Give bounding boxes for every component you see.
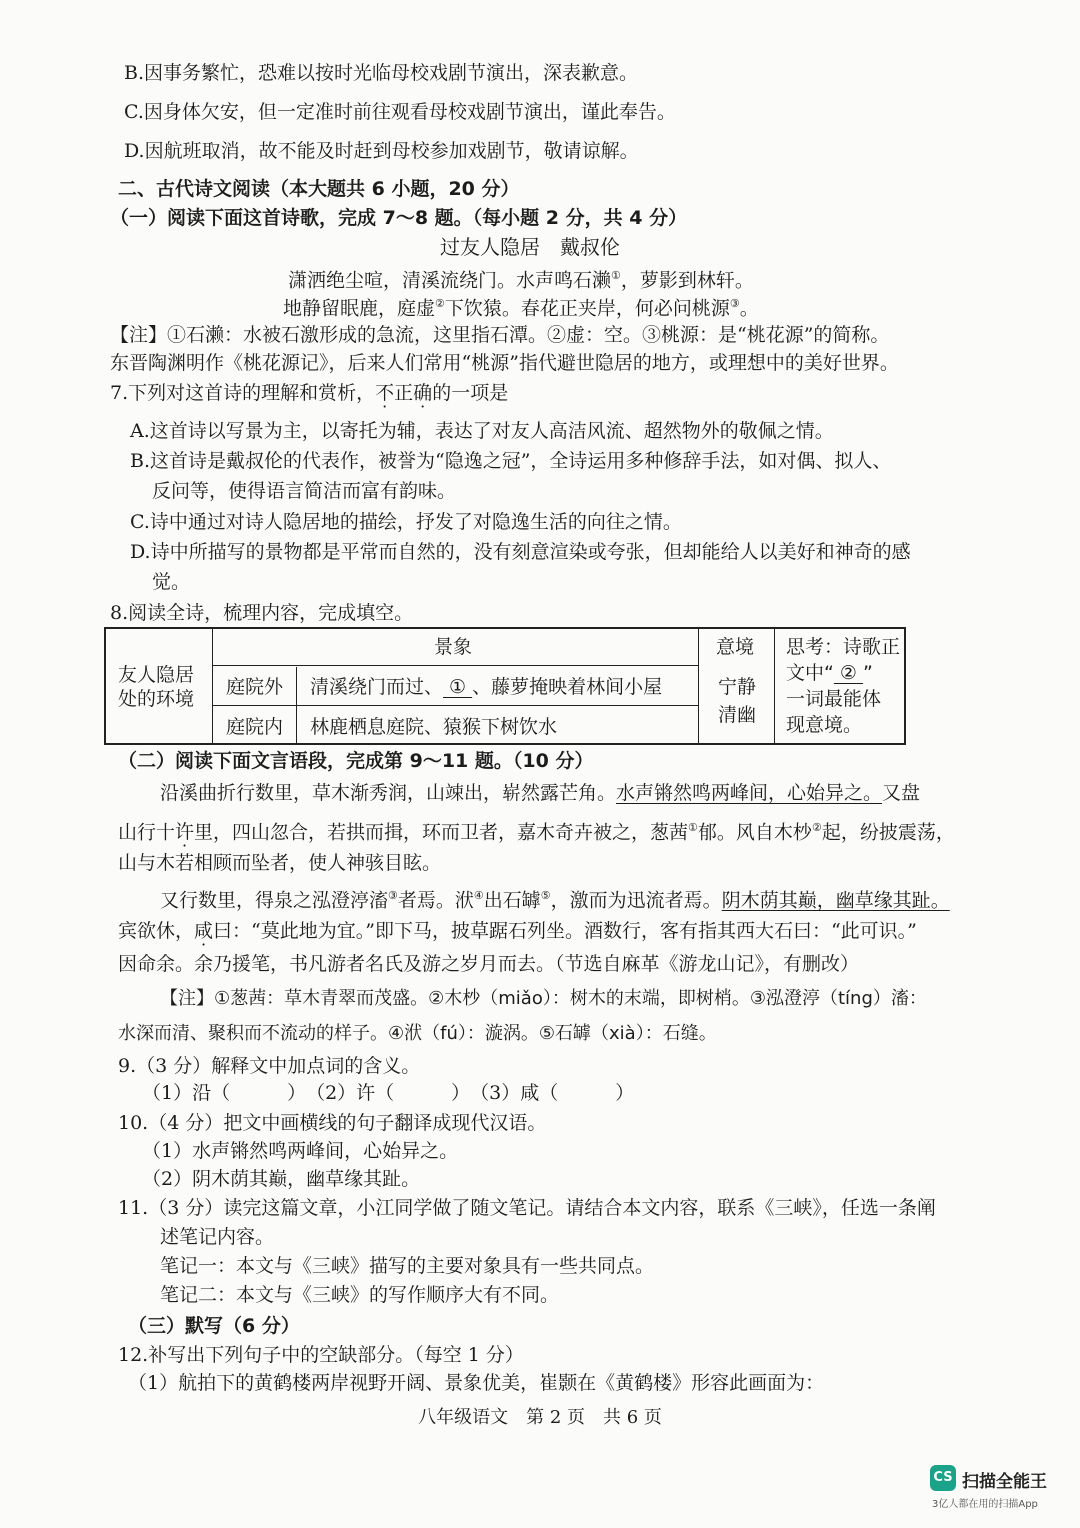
q11-stem-line1: 11.（3 分）读完这篇文章，小江同学做了随文笔记。请结合本文内容，联系《三峡》，任选一条阐 (118, 1197, 936, 1219)
page-footer: 八年级语文 第 2 页 共 6 页 (418, 1407, 662, 1428)
outside-scene: 清溪绕门而过、 ① 、藤萝掩映着林间小屋 (310, 676, 663, 698)
mood-line2: 清幽 (718, 704, 757, 726)
table-divider (698, 629, 699, 745)
blank-2[interactable]: ② (833, 662, 863, 684)
table-divider (296, 667, 297, 745)
table-divider (212, 705, 698, 706)
poem-note-1: 【注】①石濑：水被石激形成的急流，这里指石潭。②虚：空。③桃源：是“桃花源”的简称。 (110, 324, 890, 346)
passage-p2-line3: 因命余。余乃援笔，书凡游者名氏及游之岁月而去。（节选自麻革《游龙山记》，有删改） (118, 953, 860, 975)
q12-sentence-1: （1）航拍下的黄鹤楼两岸视野开阔、景象优美，崔颢在《黄鹤楼》形容此画面为： (128, 1372, 825, 1394)
passage-note-2: 水深而清、聚积而不流动的样子。④洑（fú）：漩涡。⑤石罅（xià）：石缝。 (118, 1023, 717, 1044)
q7-option-d-line2: 觉。 (152, 571, 191, 593)
poem-line-1: 潇洒绝尘喧，清溪流绕门。水声鸣石濑①，萝影到林轩。 (288, 269, 754, 292)
camscanner-logo-icon: CS (930, 1465, 956, 1491)
passage-p1-line3: 山与木若相顾而坠者，使人神骇目眩。 (118, 852, 442, 874)
part3-heading: （三）默写（6 分） (128, 1315, 300, 1337)
col-scene: 景象 (434, 636, 473, 658)
watermark-name: 扫描全能王 (962, 1472, 1047, 1492)
q7-option-d-line1: D.诗中所描写的景物都是平常而自然的，没有刻意渲染或夸张，但却能给人以美好和神奇的感 (130, 541, 911, 563)
part1-heading: （一）阅读下面这首诗歌，完成 7～8 题。（每小题 2 分，共 4 分） (110, 207, 688, 229)
q6-option-d: D.因航班取消，故不能及时赶到母校参加戏剧节，敬请谅解。 (124, 140, 639, 162)
q7-option-b-line2: 反问等，使得语言简洁而富有韵味。 (152, 480, 457, 502)
q11-stem-line2: 述笔记内容。 (160, 1226, 275, 1248)
passage-p1-line1: 沿溪曲折行数里，草木渐秀润，山竦出，崭然露芒角。水声锵然鸣两峰间，心始异之。又盘 (160, 782, 921, 804)
mood-line1: 宁静 (718, 676, 757, 698)
inside-label: 庭院内 (226, 716, 284, 738)
q9-items: （1）沿（ ） （2）许（ ） （3）咸（ ） (142, 1082, 635, 1104)
q10-stem: 10.（4 分）把文中画横线的句子翻译成现代汉语。 (118, 1112, 547, 1134)
poem-note-2: 东晋陶渊明作《桃花源记》，后来人们常用“桃源”指代避世隐居的地方，或理想中的美好世界。 (110, 352, 899, 374)
table-divider (774, 629, 775, 745)
q8-stem: 8.阅读全诗，梳理内容，完成填空。 (110, 602, 414, 624)
think-line1: 思考：诗歌正 (786, 636, 901, 658)
row-head-line2: 处的环境 (118, 688, 195, 710)
blank-1[interactable]: ① (443, 676, 473, 698)
table-divider (212, 629, 213, 745)
passage-p2-line2: 宾欲休，咸曰：“莫此地为宜。”即下马，披草踞石列坐。酒数行，客有指其西大石曰：“此可识。” (118, 920, 917, 942)
col-mood: 意境 (716, 636, 755, 658)
q7-option-c: C.诗中通过对诗人隐居地的描绘，抒发了对隐逸生活的向往之情。 (130, 511, 682, 533)
q7-option-a: A.这首诗以写景为主，以寄托为辅，表达了对友人高洁风流、超然物外的敬佩之情。 (130, 420, 834, 442)
watermark-slogan: 3亿人都在用的扫描App (932, 1499, 1038, 1510)
q9-stem: 9.（3 分）解释文中加点词的含义。 (118, 1055, 421, 1077)
q8-table (104, 627, 906, 745)
think-line4: 现意境。 (786, 714, 863, 736)
inside-scene: 林鹿栖息庭院、猿猴下树饮水 (310, 716, 558, 738)
q6-option-c: C.因身体欠安，但一定准时前往观看母校戏剧节演出，谨此奉告。 (124, 101, 676, 123)
poem-title: 过友人隐居 戴叔伦 (440, 235, 620, 259)
outside-label: 庭院外 (226, 676, 284, 698)
q7-stem: 7.下列对这首诗的理解和赏析，不正确的一项是 (110, 382, 509, 404)
q7-option-b-line1: B.这首诗是戴叔伦的代表作，被誉为“隐逸之冠”，全诗运用多种修辞手法，如对偶、拟人、 (130, 450, 892, 472)
q12-stem: 12.补写出下列句子中的空缺部分。（每空 1 分） (118, 1344, 524, 1366)
poem-line-2: 地静留眠鹿，庭虚②下饮猿。春花正夹岸，何必问桃源③。 (283, 297, 759, 320)
q10-sentence-1: （1）水声锵然鸣两峰间，心始异之。 (142, 1140, 459, 1162)
section-heading: 二、古代诗文阅读（本大题共 6 小题，20 分） (118, 178, 520, 200)
q6-option-b: B.因事务繁忙，恐难以按时光临母校戏剧节演出，深表歉意。 (124, 62, 639, 84)
q11-note-1: 笔记一：本文与《三峡》描写的主要对象具有一些共同点。 (160, 1255, 655, 1277)
part2-heading: （二）阅读下面文言语段，完成第 9～11 题。（10 分） (118, 750, 594, 772)
passage-note-1: 【注】①葱茜：草木青翠而茂盛。②木杪（miǎo）：树木的末端，即树梢。③泓澄渟（tíng）滀： (160, 988, 927, 1009)
passage-p2-line1: 又行数里，得泉之泓澄渟滀③者焉。洑④出石罅⑤，激而为迅流者焉。阴木荫其巅，幽草缘其趾。 (160, 889, 950, 912)
q11-note-2: 笔记二：本文与《三峡》的写作顺序大有不同。 (160, 1284, 560, 1306)
q10-sentence-2: （2）阴木荫其巅，幽草缘其趾。 (142, 1168, 421, 1190)
scanner-watermark (930, 1465, 1060, 1515)
passage-p1-line2: 山行十许里，四山忽合，若拱而揖，环而卫者，嘉木奇卉被之，葱茜①郁。风自木杪②起，纷披震荡， (118, 821, 955, 844)
row-head-line1: 友人隐居 (118, 664, 195, 686)
think-line2: 文中“ ② ” (786, 662, 873, 684)
think-line3: 一词最能体 (786, 688, 882, 710)
table-divider (212, 665, 698, 666)
